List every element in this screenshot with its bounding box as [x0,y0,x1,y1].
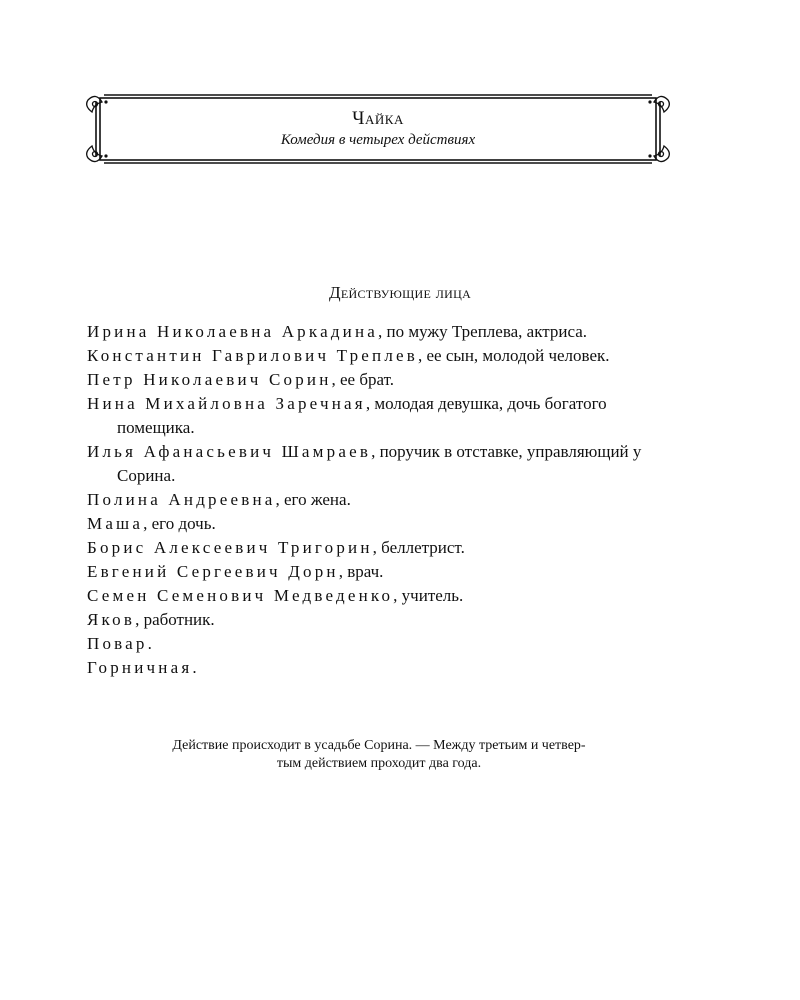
character-desc: , ее сын, молодой человек. [418,346,610,365]
setting-note-line: Действие происходит в усадьбе Сорина. — Между третьим и четвер- [172,738,586,753]
character-name: Семен Семенович Медведенко [87,586,394,605]
character-name: Нина Михайловна Заречная [87,394,366,413]
cast-item [87,536,671,560]
character-desc: , врач. [338,562,384,581]
character-name: Яков [87,610,136,629]
cast-item [87,560,671,584]
persons-heading: Действующие лица [328,283,472,302]
cast-item [87,608,671,632]
character-name: Полина Андреевна [87,490,276,509]
cast-item [87,488,671,512]
character-name: Константин Гаврилович Треплев [87,346,419,365]
character-name: Петр Николаевич Сорин [87,370,332,389]
character-name: Борис Алексеевич Тригорин [87,538,373,557]
play-title: Чайка [352,108,404,129]
character-name: Горничная [87,658,193,677]
cast-item [87,344,671,368]
setting-note [87,737,671,773]
cast-item [87,632,671,656]
cast-item [87,584,671,608]
character-name: Ирина Николаевна Аркадина [87,322,379,341]
character-desc: , ее брат. [331,370,394,389]
play-subtitle: Комедия в четырех действиях [280,132,476,148]
character-name: Повар [87,634,148,653]
cast-item [87,320,671,344]
title-frame [86,94,670,164]
character-desc: , по мужу Треплева, актриса. [378,322,588,341]
character-desc: . [192,658,197,677]
character-desc: , молодая девушка, дочь богатого помещика. [117,394,607,437]
character-desc: . [147,634,152,653]
character-name: Маша [87,514,144,533]
cast-item [87,368,671,392]
setting-note-line: тым действием проходит два года. [276,756,482,771]
character-desc: , беллетрист. [372,538,465,557]
character-desc: , поручик в отставке, управляющий у Сорина. [117,442,642,485]
character-desc: , работник. [135,610,215,629]
cast-item [87,656,671,680]
cast-list [87,320,671,680]
character-desc: , его дочь. [143,514,216,533]
character-name: Илья Афанасьевич Шамраев [87,442,372,461]
character-desc: , его жена. [275,490,351,509]
cast-item [87,392,671,440]
character-desc: , учитель. [393,586,464,605]
character-name: Евгений Сергеевич Дорн [87,562,339,581]
cast-item [87,512,671,536]
cast-item [87,440,671,488]
